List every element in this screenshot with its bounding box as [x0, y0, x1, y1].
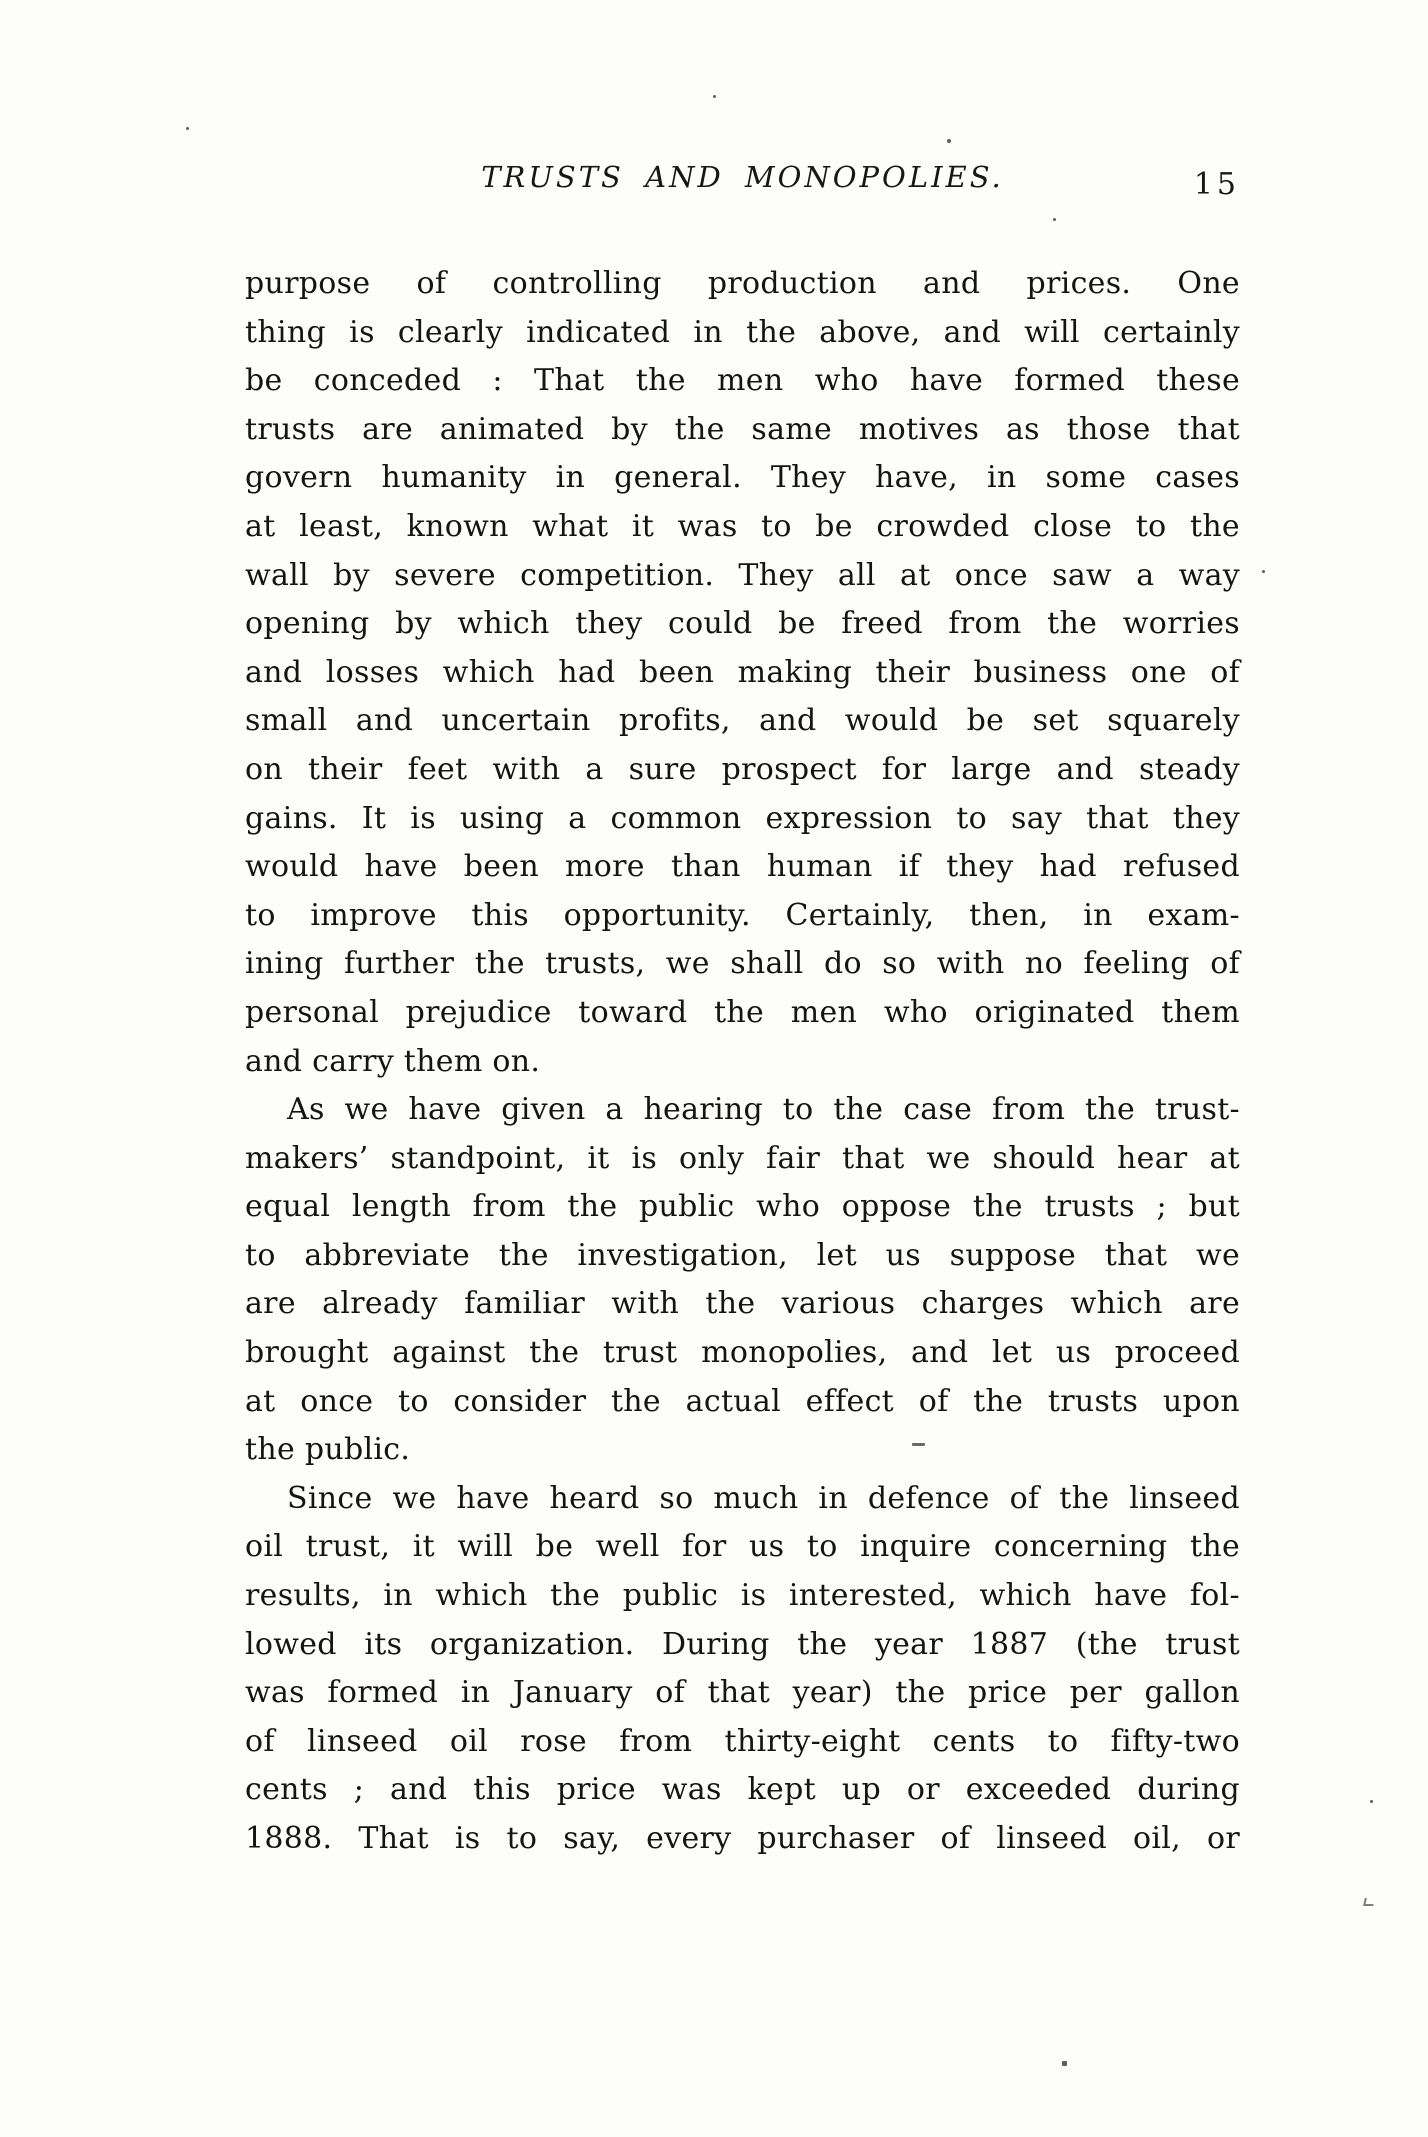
text-line: Since we have heard so much in defence of the linseed [287, 1480, 1240, 1516]
text-line: opening by which they could be freed from the worries [245, 606, 1240, 642]
text-line: personal prejudice toward the men who originated them [245, 994, 1240, 1030]
page-number: 15 [1193, 167, 1240, 202]
text-line: As we have given a hearing to the case from the trust- [287, 1092, 1240, 1128]
text-line: was formed in January of that year) the price per gallon [245, 1675, 1240, 1711]
text-line: and losses which had been making their business one of [245, 654, 1240, 690]
text-line: brought against the trust monopolies, and let us proceed [245, 1335, 1240, 1371]
text-line: at once to consider the actual effect of the trusts upon [245, 1383, 1240, 1419]
text-line: cents ; and this price was kept up or exceeded during [245, 1772, 1240, 1808]
text-line: small and uncertain profits, and would be set squarely [245, 703, 1240, 739]
text-line: would have been more than human if they had refused [245, 849, 1240, 885]
scan-speck [186, 127, 189, 130]
scan-speck [1363, 1898, 1375, 1906]
scan-speck [947, 139, 951, 143]
paragraph [245, 1086, 1240, 1475]
text-line: on their feet with a sure prospect for large and steady [245, 751, 1240, 787]
text-line: of linseed oil rose from thirty-eight cents to fifty-two [245, 1723, 1240, 1759]
text-line: to improve this opportunity. Certainly, then, in exam- [245, 897, 1240, 933]
text-line: at least, known what it was to be crowded close to the [245, 508, 1240, 544]
text-line: oil trust, it will be well for us to inquire concerning the [245, 1529, 1240, 1565]
text-line: the public. [245, 1432, 411, 1468]
text-line: trusts are animated by the same motives as those that [245, 411, 1240, 447]
text-line: equal length from the public who oppose the trusts ; but [245, 1189, 1240, 1225]
text-line: and carry them on. [245, 1043, 541, 1079]
text-line: gains. It is using a common expression to say that they [245, 800, 1240, 836]
paragraph [245, 260, 1240, 1086]
paragraph [245, 1475, 1240, 1864]
text-line: be conceded : That the men who have formed these [245, 363, 1240, 399]
text-line: govern humanity in general. They have, in some cases [245, 460, 1240, 496]
text-line: to abbreviate the investigation, let us suppose that we [245, 1237, 1240, 1273]
text-line: ining further the trusts, we shall do so with no feeling of [245, 946, 1240, 982]
scan-speck [1053, 218, 1056, 221]
scan-speck [713, 95, 716, 98]
running-title: TRUSTS AND MONOPOLIES. [481, 160, 1004, 194]
page-header [245, 160, 1240, 212]
text-line: purpose of controlling production and prices. One [245, 266, 1240, 301]
scan-speck [1062, 2061, 1067, 2066]
text-line: are already familiar with the various charges which are [245, 1286, 1240, 1322]
scan-speck [912, 1443, 925, 1446]
text-line: thing is clearly indicated in the above, and will certainly [245, 314, 1240, 350]
text-line: 1888. That is to say, every purchaser of linseed oil, or [245, 1821, 1240, 1856]
text-line: lowed its organization. During the year 1887 (the trust [245, 1626, 1240, 1662]
scan-speck [1370, 1800, 1373, 1803]
scan-speck [1262, 570, 1265, 573]
text-line: wall by severe competition. They all at once saw a way [245, 557, 1240, 593]
text-line: makers’ standpoint, it is only fair that we should hear at [245, 1140, 1240, 1176]
body-text [245, 260, 1240, 1864]
text-line: results, in which the public is interested, which have fol- [245, 1578, 1240, 1614]
